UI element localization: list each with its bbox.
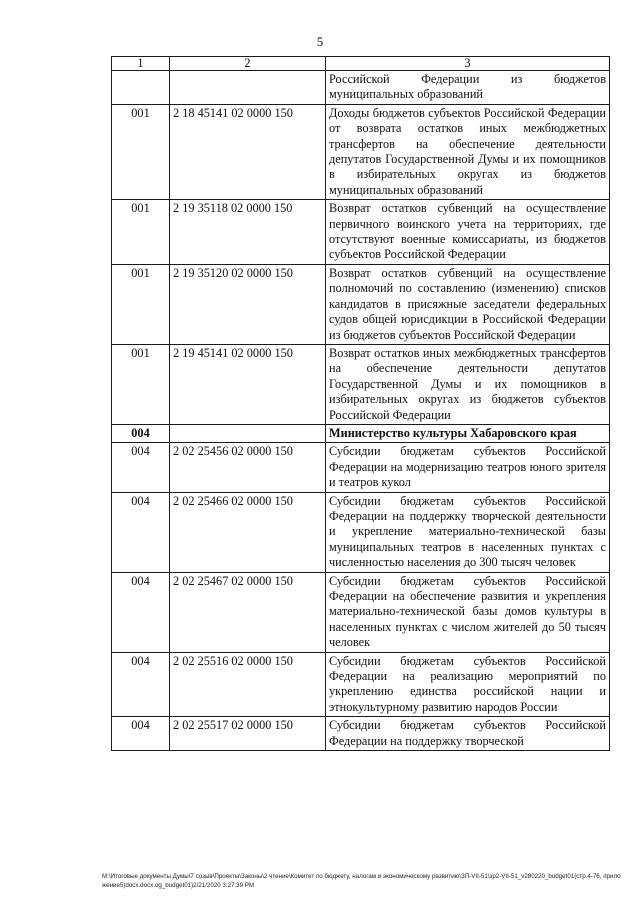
row-admin-code: 001 [112, 264, 170, 344]
table-row [112, 443, 610, 492]
row-budget-code: 2 18 45141 02 0000 150 [170, 104, 326, 199]
table-row [112, 572, 610, 652]
row-description: Возврат остатков субвенций на осуществление первичного воинского учета на территориях, где отсутствуют военные комиссариаты, из бюджетов субъектов Российской Федерации [326, 200, 610, 265]
table-body [112, 71, 610, 751]
table-row [112, 71, 610, 105]
row-admin-code: 001 [112, 104, 170, 199]
row-budget-code [170, 424, 326, 442]
row-admin-code [112, 71, 170, 105]
row-description: Возврат остатков иных межбюджетных трансфертов на обеспечение деятельности депутатов Государственной Думы и их помощников в избирательных округах из бюджетов субъектов Российской Федерации [326, 344, 610, 424]
header-col-1: 1 [112, 57, 170, 71]
row-admin-code: 001 [112, 344, 170, 424]
row-description: Субсидии бюджетам субъектов Российской Федерации на поддержку творческой [326, 717, 610, 751]
row-admin-code: 004 [112, 652, 170, 717]
row-description: Министерство культуры Хабаровского края [326, 424, 610, 442]
table-row [112, 492, 610, 572]
table-header [112, 57, 610, 71]
row-admin-code: 004 [112, 443, 170, 492]
row-admin-code: 004 [112, 424, 170, 442]
table-row [112, 344, 610, 424]
row-description: Субсидии бюджетам субъектов Российской Федерации на поддержку творческой деятельности и укрепление материально-технической базы муниципальных театров в населенных пунктах с численностью населения до 300 тысяч человек [326, 492, 610, 572]
row-admin-code: 004 [112, 492, 170, 572]
header-col-2: 2 [170, 57, 326, 71]
row-budget-code: 2 02 25517 02 0000 150 [170, 717, 326, 751]
row-admin-code: 004 [112, 717, 170, 751]
table-row [112, 264, 610, 344]
row-budget-code: 2 19 35120 02 0000 150 [170, 264, 326, 344]
row-budget-code: 2 02 25466 02 0000 150 [170, 492, 326, 572]
row-admin-code: 004 [112, 572, 170, 652]
row-budget-code: 2 19 45141 02 0000 150 [170, 344, 326, 424]
row-description: Субсидии бюджетам субъектов Российской Федерации на реализацию мероприятий по укреплению единства российской нации и этнокультурному развитию народов России [326, 652, 610, 717]
row-budget-code: 2 02 25467 02 0000 150 [170, 572, 326, 652]
table-row [112, 424, 610, 442]
row-budget-code: 2 02 25456 02 0000 150 [170, 443, 326, 492]
row-budget-code: 2 02 25516 02 0000 150 [170, 652, 326, 717]
table-row [112, 200, 610, 265]
header-col-3: 3 [326, 57, 610, 71]
page-number: 5 [316, 34, 324, 49]
row-admin-code: 001 [112, 200, 170, 265]
row-budget-code [170, 71, 326, 105]
row-description: Возврат остатков субвенций на осуществление полномочий по составлению (изменению) списков кандидатов в присяжные заседатели федеральных судов общей юрисдикции в Российской Федерации из бюджетов субъектов Российской Федерации [326, 264, 610, 344]
footer-file-path: M:\Итоговые документы Думы\7 созыв\Проекты\Законы\2 чтение\Комитет по бюджету, налогам и экономическому развитию\ЗП-VII-51\зр2-VII-51_v280220_budget01(стр.4-76, приложение5)docx.docx.og_budget01)2/21/2020 3:27:39 PM [102, 873, 621, 889]
budget-classification-table [111, 56, 610, 751]
row-description: Российской Федерации из бюджетов муниципальных образований [326, 71, 610, 105]
row-description: Субсидии бюджетам субъектов Российской Федерации на обеспечение развития и укрепления материально-технической базы домов культуры в населенных пунктах с числом жителей до 50 тысяч человек [326, 572, 610, 652]
row-description: Субсидии бюджетам субъектов Российской Федерации на модернизацию театров юного зрителя и театров кукол [326, 443, 610, 492]
table-row [112, 717, 610, 751]
table-row [112, 104, 610, 199]
row-description: Доходы бюджетов субъектов Российской Федерации от возврата остатков иных межбюджетных трансфертов на обеспечение деятельности депутатов Государственной Думы и их помощников в избирательных округах из бюджетов муниципальных образований [326, 104, 610, 199]
table-row [112, 652, 610, 717]
row-budget-code: 2 19 35118 02 0000 150 [170, 200, 326, 265]
